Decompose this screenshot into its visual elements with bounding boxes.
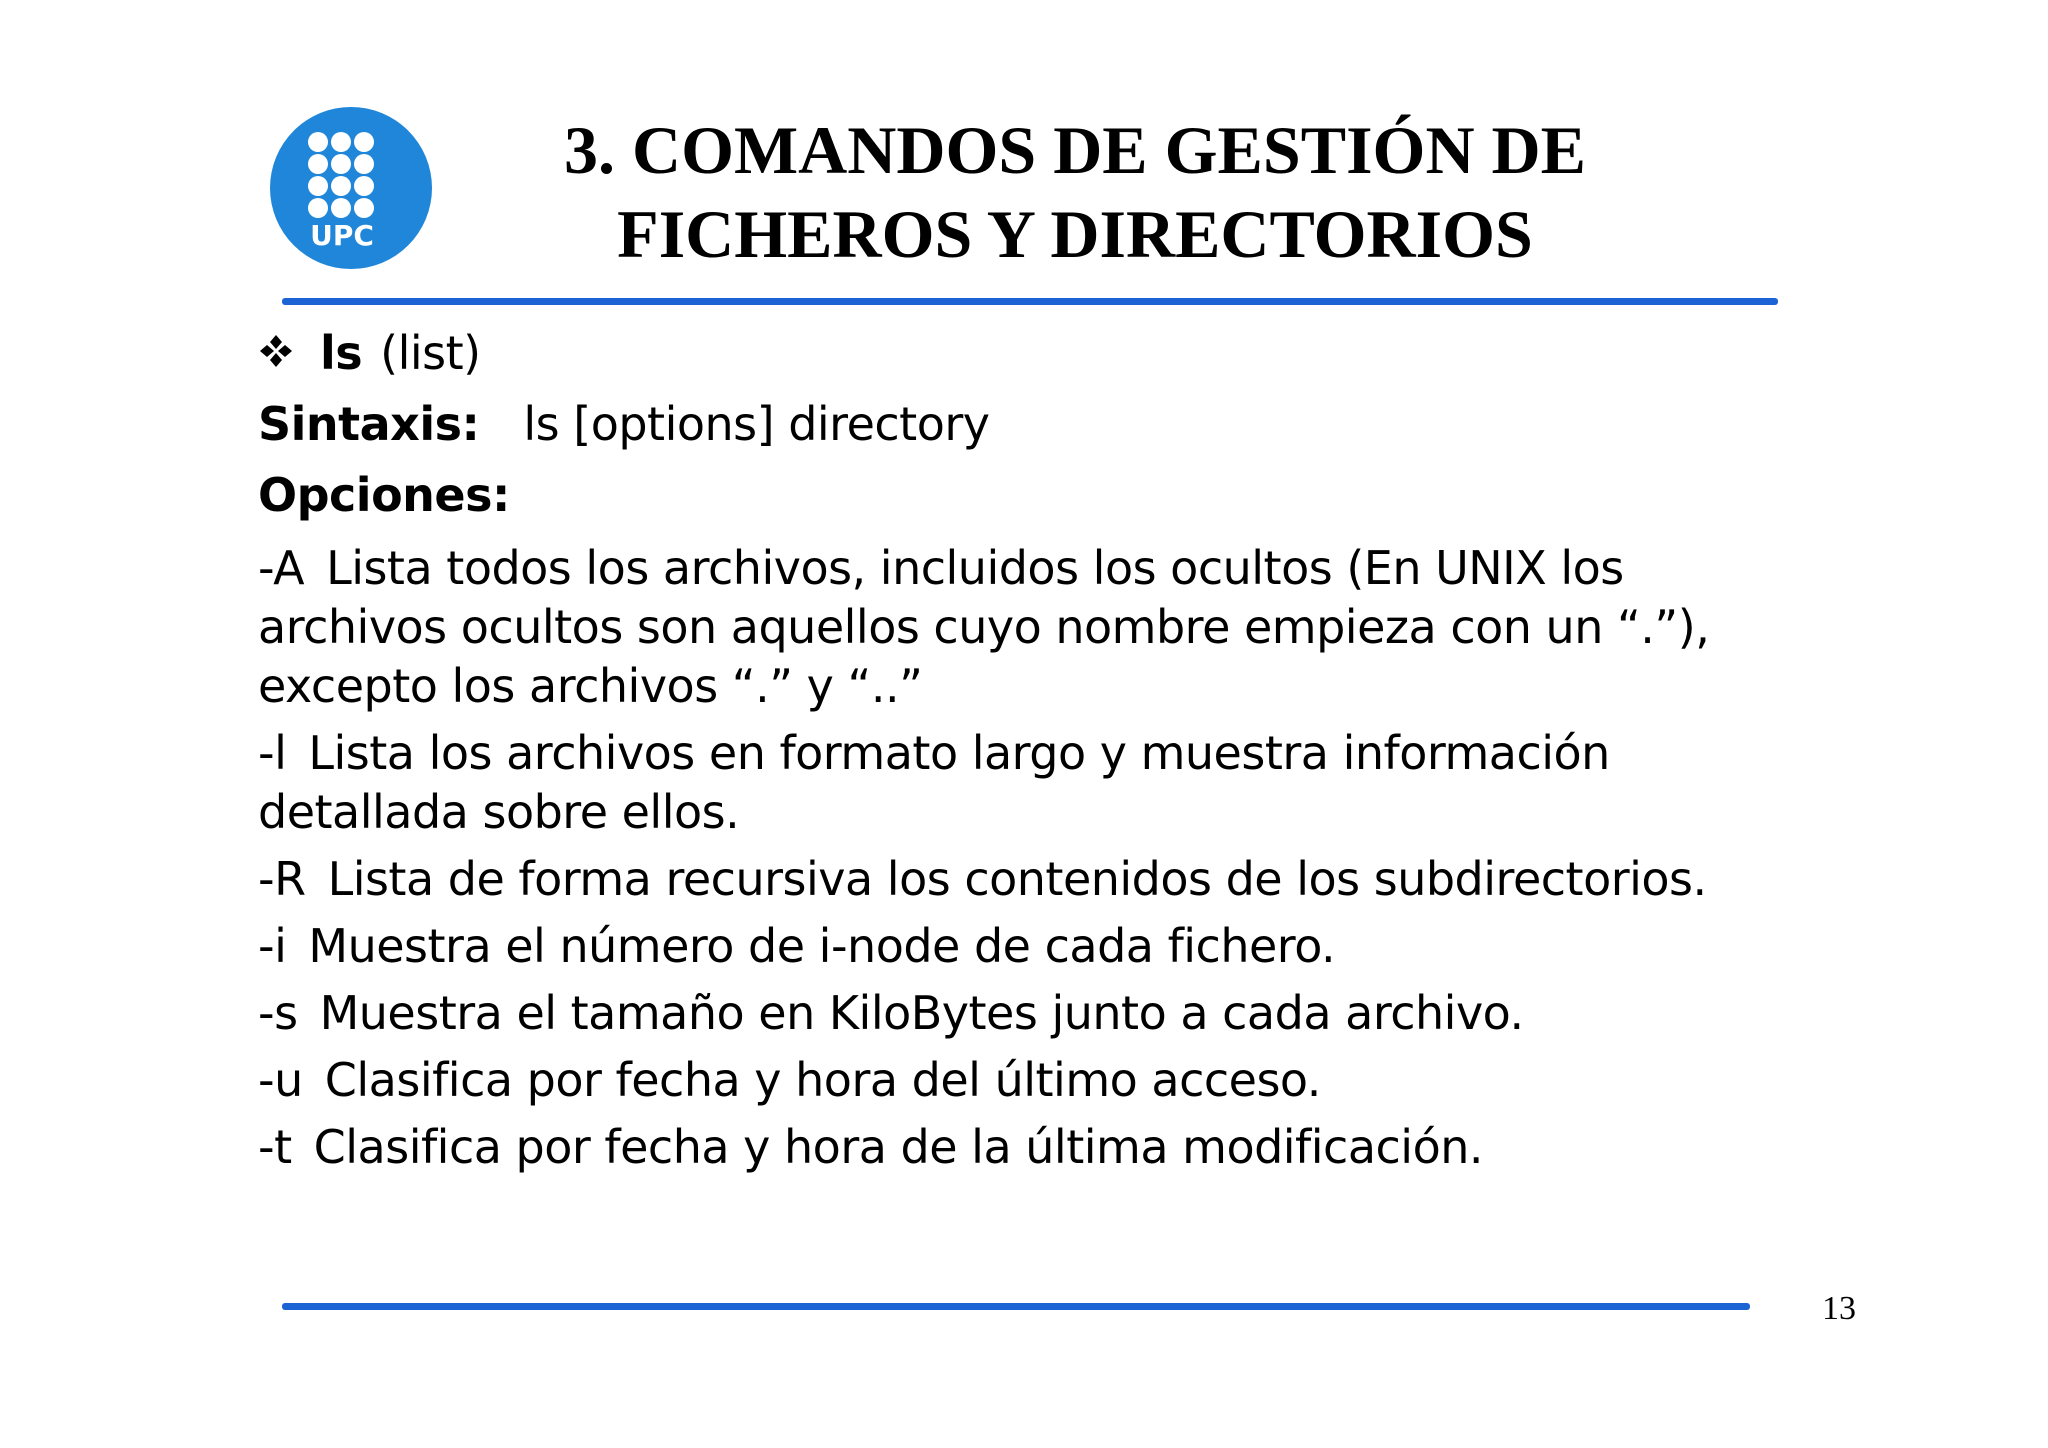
option-item: [258, 539, 1818, 716]
option-text: Muestra el número de i-node de cada fichero.: [308, 919, 1336, 973]
slide-title-line1: 3. COMANDOS DE GESTIÓN DE: [563, 112, 1587, 188]
option-flag: -u: [258, 1053, 303, 1107]
option-flag: -t: [258, 1120, 292, 1174]
option-text: Muestra el tamaño en KiloBytes junto a cada archivo.: [319, 986, 1524, 1040]
syntax-row: [258, 389, 1818, 460]
slide-content: [258, 318, 1818, 1181]
option-text: excepto los archivos “.” y “..”: [258, 659, 923, 713]
option-text: Clasifica por fecha y hora de la última modificación.: [313, 1120, 1484, 1174]
slide-title: [470, 108, 1680, 276]
option-text: Lista los archivos en formato largo y muestra información: [308, 726, 1610, 780]
option-item: [258, 724, 1818, 842]
option-item: [258, 1118, 1818, 1177]
option-text: archivos ocultos son aquellos cuyo nombre empieza con un “.”),: [258, 600, 1710, 654]
option-flag: -i: [258, 919, 287, 973]
option-item: [258, 984, 1818, 1043]
option-flag: -A: [258, 541, 305, 595]
command-description: (list): [380, 326, 481, 380]
option-text: Lista todos los archivos, incluidos los ocultos (En UNIX los: [326, 541, 1624, 595]
slide-title-line2: FICHEROS Y DIRECTORIOS: [617, 196, 1533, 272]
diamond-bullet-icon: [258, 318, 294, 389]
command-heading: [258, 318, 1818, 389]
bottom-divider: [282, 1303, 1750, 1310]
option-text: detallada sobre ellos.: [258, 785, 740, 839]
logo-text: UPC: [310, 219, 374, 252]
option-item: [258, 917, 1818, 976]
option-flag: -R: [258, 852, 306, 906]
command-name: ls: [320, 326, 363, 380]
syntax-value: ls [options] directory: [523, 397, 990, 451]
options-label: Opciones:: [258, 468, 510, 522]
syntax-label: Sintaxis:: [258, 397, 480, 451]
option-flag: -s: [258, 986, 298, 1040]
page-number: 13: [1822, 1290, 1856, 1327]
option-item: [258, 850, 1818, 909]
option-text: Lista de forma recursiva los contenidos de los subdirectorios.: [327, 852, 1707, 906]
upc-logo: [270, 107, 432, 269]
upc-logo-graphic: [270, 107, 432, 269]
option-text: Clasifica por fecha y hora del último acceso.: [324, 1053, 1321, 1107]
option-item: [258, 1051, 1818, 1110]
top-divider: [282, 298, 1778, 305]
option-flag: -l: [258, 726, 287, 780]
